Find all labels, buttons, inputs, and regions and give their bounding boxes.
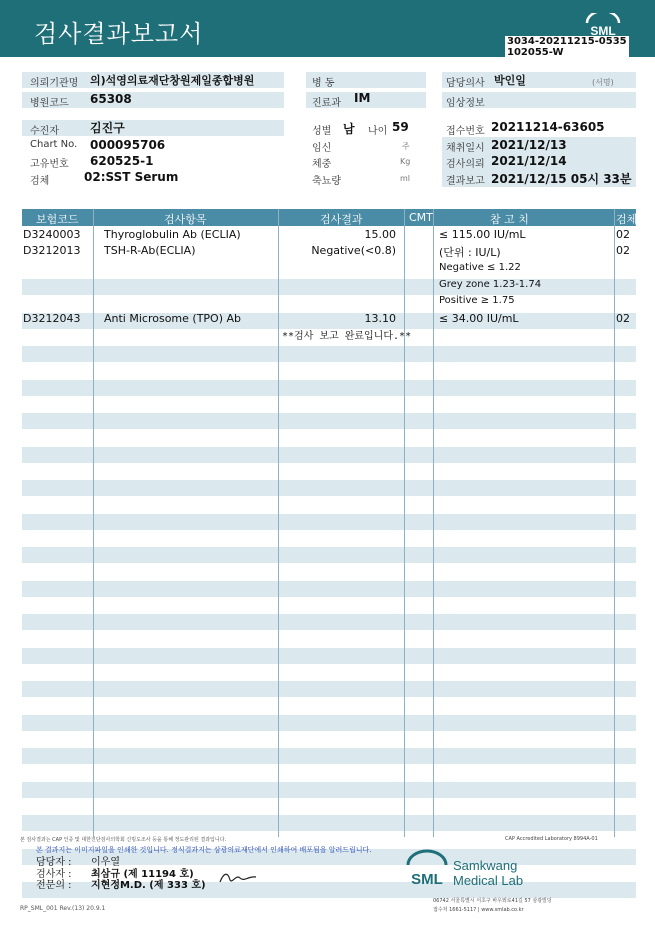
dept-value: IM — [354, 91, 371, 105]
cap-note: CAP Accredited Laboratory 8994A-01 — [505, 836, 598, 842]
doctor-sign: (서명) — [592, 78, 614, 87]
table-row-ref: (단위 : IU/L) — [439, 246, 501, 259]
table-row-result: 13.10 — [364, 312, 396, 325]
specimen-label: 검체 — [30, 176, 50, 187]
form-number: RP_SML_001 Rev.(13) 20.9.1 — [20, 905, 106, 912]
id-label: 고유번호 — [30, 159, 69, 170]
table-row-code: D3212043 — [23, 312, 81, 325]
table-row-ref: ≤ 34.00 IU/mL — [439, 312, 519, 325]
collect-label: 채취일시 — [446, 143, 485, 154]
hospcode-value: 65308 — [90, 92, 132, 106]
requester-value: 의)석영의료재단창원제일종합병원 — [90, 74, 255, 87]
table-stripe — [22, 413, 636, 429]
table-stripe — [22, 782, 636, 798]
age-label: 나이 — [368, 126, 388, 137]
table-row-spec: 02 — [616, 312, 630, 325]
col-header-ref: 참 고 치 — [490, 213, 529, 226]
brand-line2: Medical Lab — [453, 873, 524, 888]
staff-label: 담당자 : — [36, 857, 72, 868]
table-stripe — [22, 547, 636, 563]
dept-label: 진료과 — [312, 98, 341, 109]
table-row-result: 15.00 — [364, 228, 396, 241]
staff-label: 검사자 : — [36, 869, 72, 880]
sex-value: 남 — [343, 122, 355, 136]
table-stripe — [22, 447, 636, 463]
hospcode-label: 병원코드 — [30, 98, 69, 109]
weight-label: 체중 — [312, 159, 332, 170]
table-row-ref: Grey zone 1.23-1.74 — [439, 279, 542, 290]
patient-label: 수진자 — [30, 126, 59, 137]
report-title: 검사결과보고서 — [34, 20, 204, 48]
clinical-label: 임상정보 — [446, 98, 485, 109]
table-stripe — [22, 514, 636, 530]
column-divider — [278, 209, 279, 837]
table-stripe — [22, 614, 636, 630]
table-row-item: TSH-R-Ab(ECLIA) — [104, 244, 196, 257]
sml-footer-logo-icon — [404, 849, 450, 893]
preg-label: 임신 — [312, 143, 332, 154]
svg-text:SML: SML — [590, 24, 616, 38]
table-row-spec: 02 — [616, 244, 630, 257]
receipt-label: 접수번호 — [446, 126, 485, 137]
document-number: 3034-20211215-0535 102055-W — [507, 36, 627, 58]
chart-value: 000095706 — [90, 138, 166, 152]
table-row-spec: 02 — [616, 228, 630, 241]
svg-text:SML: SML — [411, 871, 443, 888]
table-stripe — [22, 648, 636, 664]
signature-icon — [218, 868, 258, 886]
patient-value: 김진구 — [90, 121, 125, 135]
report-header — [0, 0, 655, 57]
table-stripe — [22, 748, 636, 764]
col-header-result: 검사결과 — [320, 213, 363, 226]
table-stripe — [22, 681, 636, 697]
table-row-code: D3212013 — [23, 244, 81, 257]
staff-value: 이우열 — [91, 857, 120, 868]
table-stripe — [22, 346, 636, 362]
report-complete-note: **검사 보고 완료입니다.** — [282, 331, 412, 342]
table-row-item: Anti Microsome (TPO) Ab — [104, 312, 242, 325]
column-divider — [433, 209, 434, 837]
table-stripe — [22, 480, 636, 496]
urine-label: 축뇨량 — [312, 176, 341, 187]
column-divider — [93, 209, 94, 837]
table-stripe — [22, 715, 636, 731]
table-stripe — [22, 279, 636, 295]
table-stripe — [22, 581, 636, 597]
chart-label: Chart No. — [30, 139, 78, 150]
column-divider — [404, 209, 405, 837]
col-header-code: 보험코드 — [36, 213, 79, 226]
weight-unit: Kg — [400, 157, 411, 166]
requestdate-value: 2021/12/14 — [491, 154, 567, 168]
receipt-value: 20211214-63605 — [491, 120, 605, 134]
table-row-item: Thyroglobulin Ab (ECLIA) — [104, 228, 241, 241]
id-value: 620525-1 — [90, 154, 154, 168]
preg-unit: 주 — [402, 142, 410, 151]
staff-label: 전문의 : — [36, 880, 72, 891]
col-header-cmt: CMT — [409, 211, 433, 224]
doctor-label: 담당의사 — [446, 78, 485, 89]
table-stripe — [22, 380, 636, 396]
print-notice: 본 결과지는 이미지파일을 인쇄한 것입니다. 정식결과지는 삼광의료재단에서 인쇄하여 배포됨을 알려드립니다. — [36, 846, 372, 854]
staff-value: 지현정M.D. (제 333 호) — [91, 880, 206, 891]
reportdate-label: 결과보고 — [446, 176, 485, 187]
requestdate-label: 검사의뢰 — [446, 159, 485, 170]
requester-label: 의뢰기관명 — [30, 78, 79, 89]
table-row-ref: Positive ≥ 1.75 — [439, 295, 515, 306]
ward-label: 병 동 — [312, 78, 335, 89]
col-header-spec: 검체 — [616, 213, 638, 226]
age-value: 59 — [392, 120, 409, 134]
collect-value: 2021/12/13 — [491, 138, 567, 152]
table-stripe — [22, 815, 636, 831]
table-row-code: D3240003 — [23, 228, 81, 241]
staff-value: 최삼규 (제 11194 호) — [91, 869, 194, 880]
phone: 접수처 1661-5117 | www.smlab.co.kr — [433, 907, 524, 913]
table-row-ref: Negative ≤ 1.22 — [439, 262, 521, 273]
urine-unit: ml — [400, 174, 411, 183]
column-divider — [614, 209, 615, 837]
brand-line1: Samkwang — [453, 858, 518, 873]
sml-logo-icon — [583, 13, 623, 41]
doctor-value: 박인일 — [494, 74, 526, 87]
address: 06742 서울특별시 서초구 바우뫼로41길 57 삼광빌딩 — [433, 898, 552, 904]
info-band — [22, 120, 284, 136]
reportdate-value: 2021/12/15 05시 33분 — [491, 172, 632, 186]
col-header-item: 검사항목 — [164, 213, 207, 226]
table-row-result: Negative(<0.8) — [311, 244, 396, 257]
sex-label: 성별 — [312, 126, 332, 137]
accreditation-note: 본 검사결과는 CAP 인증 및 대한진단검사의학회 신빙도조사 등을 통해 정도관리된 결과입니다. — [20, 837, 227, 843]
specimen-value: 02:SST Serum — [84, 170, 179, 184]
table-row-ref: ≤ 115.00 IU/mL — [439, 228, 526, 241]
